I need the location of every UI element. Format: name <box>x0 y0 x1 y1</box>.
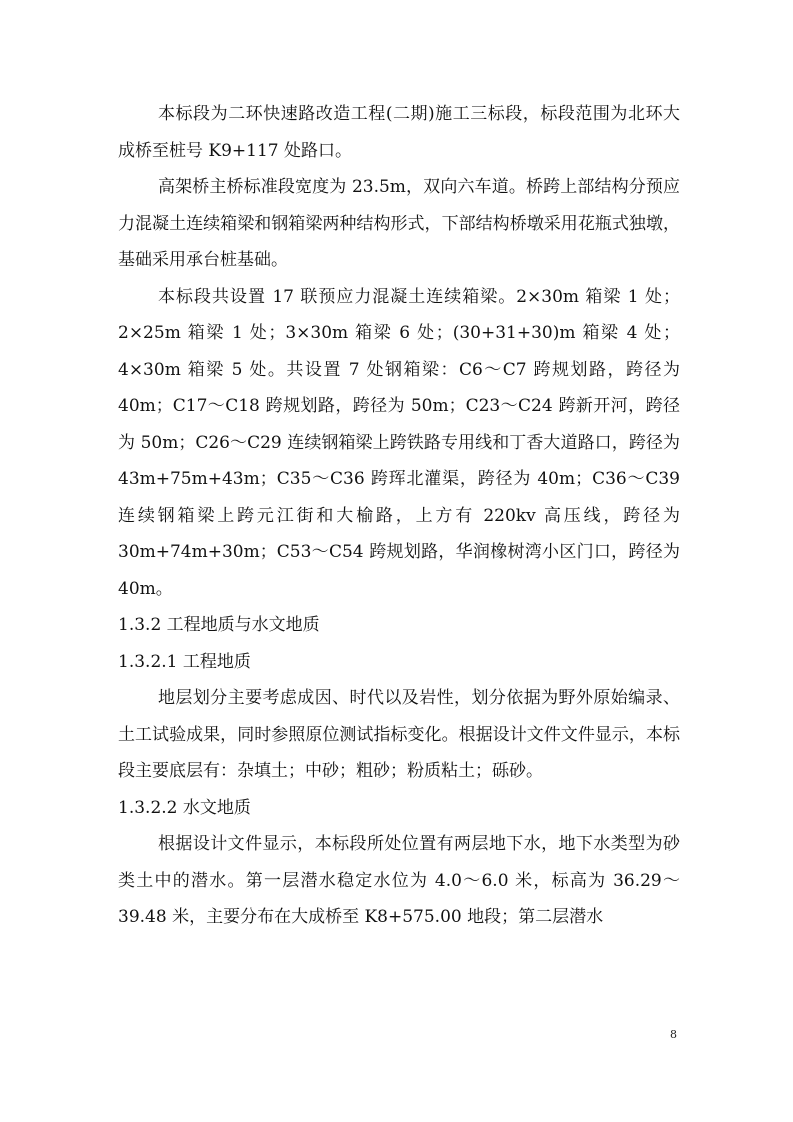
paragraph-box-girders: 本标段共设置 17 联预应力混凝土连续箱梁。2×30m 箱梁 1 处；2×25m 箱梁 1 处；3×30m 箱梁 6 处；(30+31+30)m 箱梁 4 处；4×30m 箱梁 5 处。共设置 7 处钢箱梁：C6～C7 跨规划路，跨径为 40m；C17～C18 跨规划路，跨径为 50m；C23～C24 跨新开河，跨径为 50m；C26～C29 连续钢箱梁上跨铁路专用线和丁香大道路口，跨径为 43m+75m+43m；C35～C36 跨珲北灌渠，跨径为 40m；C36～C39 连续钢箱梁上跨元江街和大榆路，上方有 220kv 高压线，跨径为 30m+74m+30m；C53～C54 跨规划路，华润橡树湾小区门口，跨径为 40m。 <box>118 286 680 599</box>
page-number: 8 <box>670 1028 677 1041</box>
paragraph-section-scope: 本标段为二环快速路改造工程(二期)施工三标段，标段范围为北环大成桥至桩号 K9+117 处路口。 <box>118 104 680 161</box>
heading-engineering-geology: 1.3.2.1 工程地质 <box>118 651 251 672</box>
paragraph-bridge-width: 高架桥主桥标准段宽度为 23.5m，双向六车道。桥跨上部结构分预应力混凝土连续箱梁和钢箱梁两种结构形式，下部结构桥墩采用花瓶式独墩，基础采用承台桩基础。 <box>118 177 680 270</box>
body-text <box>118 96 680 936</box>
paragraph-strata: 地层划分主要考虑成因、时代以及岩性，划分依据为野外原始编录、土工试验成果，同时参照原位测试指标变化。根据设计文件文件显示，本标段主要底层有：杂填土；中砂；粗砂；粉质粘土；砾砂。 <box>118 688 680 781</box>
heading-geology-hydrology: 1.3.2 工程地质与水文地质 <box>118 615 320 635</box>
heading-hydrogeology: 1.3.2.2 水文地质 <box>118 797 251 818</box>
paragraph-groundwater: 根据设计文件显示，本标段所处位置有两层地下水，地下水类型为砂类土中的潜水。第一层潜水稳定水位为 4.0～6.0 米，标高为 36.29～39.48 米，主要分布在大成桥至 K8+575.00 地段；第二层潜水 <box>118 834 680 927</box>
